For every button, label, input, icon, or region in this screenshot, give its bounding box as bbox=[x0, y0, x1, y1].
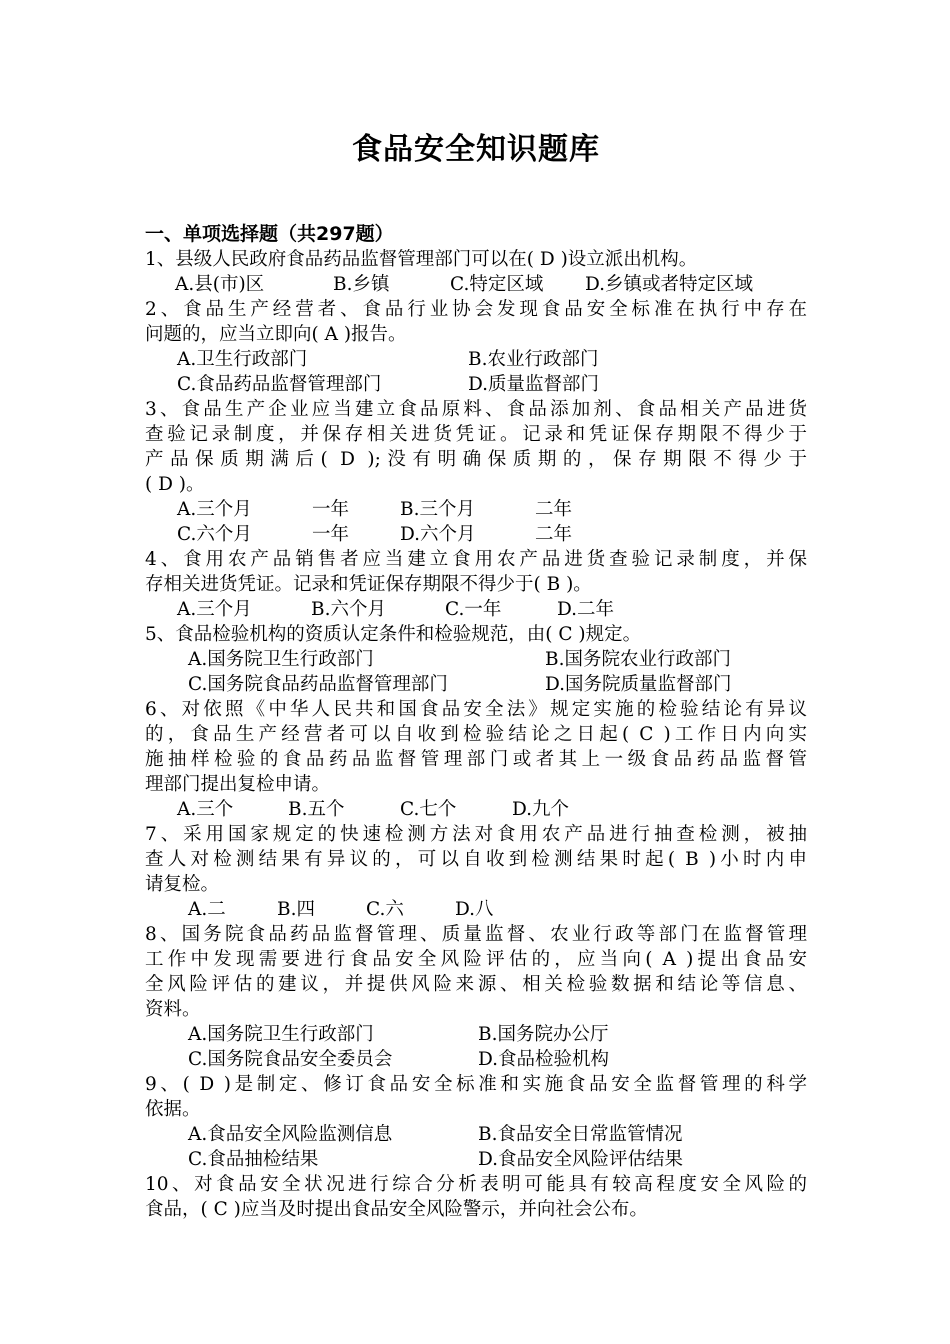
option-c: C.食品抽检结果 bbox=[188, 1149, 319, 1170]
option-c: C.特定区域 bbox=[450, 274, 544, 295]
options-row bbox=[145, 1022, 807, 1047]
option-a: A.县(市)区 bbox=[175, 274, 265, 295]
question-text-line: 2、食品生产经营者、食品行业协会发现食品安全标准在执行中存在 bbox=[145, 299, 807, 320]
options-row bbox=[145, 1122, 807, 1147]
question-3 bbox=[145, 397, 807, 547]
question-text-line: ( D )。 bbox=[145, 474, 205, 495]
option-c: C.六 bbox=[366, 899, 404, 920]
options-row bbox=[145, 522, 807, 547]
question-1 bbox=[145, 247, 807, 297]
question-text-line: 4、食用农产品销售者应当建立食用农产品进货查验记录制度，并保 bbox=[145, 549, 807, 570]
option-c: C.六个月 bbox=[177, 524, 252, 545]
option-b: B.五个 bbox=[288, 799, 345, 820]
option-b: B.农业行政部门 bbox=[468, 349, 599, 370]
options-row bbox=[145, 597, 807, 622]
option-a: A.卫生行政部门 bbox=[177, 349, 308, 370]
option-c-period: 一年 bbox=[312, 524, 350, 545]
section-heading: 一、单项选择题（共297题） bbox=[145, 223, 394, 245]
option-d-period: 二年 bbox=[535, 524, 573, 545]
option-d: D.六个月 bbox=[400, 524, 476, 545]
question-text-line: 全风险评估的建议，并提供风险来源、相关检验数据和结论等信息、 bbox=[145, 974, 807, 995]
page-title: 食品安全知识题库 bbox=[352, 132, 600, 167]
question-text-line: 食品，( C )应当及时提出食品安全风险警示，并向社会公布。 bbox=[145, 1199, 648, 1220]
question-text-line: 问题的，应当立即向( A )报告。 bbox=[145, 324, 407, 345]
question-2 bbox=[145, 297, 807, 397]
question-text-line: 10、对食品安全状况进行综合分析表明可能具有较高程度安全风险的 bbox=[145, 1174, 807, 1195]
options-row bbox=[145, 272, 807, 297]
options-row bbox=[145, 672, 807, 697]
question-text-line: 请复检。 bbox=[145, 874, 220, 895]
options-row bbox=[145, 1147, 807, 1172]
question-text-line: 查人对检测结果有异议的，可以自收到检测结果时起( B )小时内申 bbox=[145, 849, 807, 870]
options-row bbox=[145, 1047, 807, 1072]
options-row bbox=[145, 372, 807, 397]
option-b: B.三个月 bbox=[400, 499, 475, 520]
question-text-line: 8、国务院食品药品监督管理、质量监督、农业行政等部门在监督管理 bbox=[145, 924, 807, 945]
question-text-line: 产品保质期满后( D );没有明确保质期的，保存期限不得少于 bbox=[145, 449, 807, 470]
option-a: A.三个月 bbox=[177, 599, 252, 620]
option-b: B.国务院办公厅 bbox=[478, 1024, 609, 1045]
option-b: B.乡镇 bbox=[333, 274, 390, 295]
option-c: C.七个 bbox=[400, 799, 457, 820]
question-text-line: 理部门提出复检申请。 bbox=[145, 774, 331, 795]
question-text-line: 存相关进货凭证。记录和凭证保存期限不得少于( B )。 bbox=[145, 574, 592, 595]
options-row bbox=[145, 797, 807, 822]
question-8 bbox=[145, 922, 807, 1072]
options-row bbox=[145, 497, 807, 522]
options-row bbox=[145, 347, 807, 372]
question-7 bbox=[145, 822, 807, 922]
option-c: C.一年 bbox=[445, 599, 502, 620]
option-b: B.六个月 bbox=[311, 599, 386, 620]
option-a: A.三个月 bbox=[177, 499, 252, 520]
question-text-line: 1、县级人民政府食品药品监督管理部门可以在( D )设立派出机构。 bbox=[145, 249, 698, 270]
option-a: A.食品安全风险监测信息 bbox=[188, 1124, 393, 1145]
option-d: D.食品检验机构 bbox=[478, 1049, 610, 1070]
option-d: D.国务院质量监督部门 bbox=[545, 674, 732, 695]
question-text-line: 5、食品检验机构的资质认定条件和检验规范，由( C )规定。 bbox=[145, 624, 642, 645]
option-b: B.食品安全日常监管情况 bbox=[478, 1124, 683, 1145]
option-c: C.食品药品监督管理部门 bbox=[177, 374, 382, 395]
option-d: D.九个 bbox=[512, 799, 570, 820]
option-d: D.乡镇或者特定区域 bbox=[585, 274, 754, 295]
option-a: A.三个 bbox=[177, 799, 234, 820]
question-4 bbox=[145, 547, 807, 622]
option-b-period: 二年 bbox=[535, 499, 573, 520]
option-b: B.四 bbox=[277, 899, 315, 920]
option-d: D.二年 bbox=[557, 599, 615, 620]
question-text-line: 工作中发现需要进行食品安全风险评估的，应当向( A )提出食品安 bbox=[145, 949, 807, 970]
question-text-line: 7、采用国家规定的快速检测方法对食用农产品进行抽查检测，被抽 bbox=[145, 824, 807, 845]
option-b: B.国务院农业行政部门 bbox=[545, 649, 731, 670]
question-text-line: 资料。 bbox=[145, 999, 201, 1020]
question-text-line: 3、食品生产企业应当建立食品原料、食品添加剂、食品相关产品进货 bbox=[145, 399, 807, 420]
option-a: A.国务院卫生行政部门 bbox=[188, 1024, 374, 1045]
question-text-line: 施抽样检验的食品药品监督管理部门或者其上一级食品药品监督管 bbox=[145, 749, 807, 770]
option-c: C.国务院食品药品监督管理部门 bbox=[188, 674, 448, 695]
option-a: A.国务院卫生行政部门 bbox=[188, 649, 374, 670]
option-d: D.食品安全风险评估结果 bbox=[478, 1149, 684, 1170]
option-a-period: 一年 bbox=[312, 499, 350, 520]
option-a: A.二 bbox=[188, 899, 226, 920]
question-text-line: 依据。 bbox=[145, 1099, 201, 1120]
question-9 bbox=[145, 1072, 807, 1172]
question-text-line: 9、( D )是制定、修订食品安全标准和实施食品安全监督管理的科学 bbox=[145, 1074, 807, 1095]
options-row bbox=[145, 897, 807, 922]
option-d: D.质量监督部门 bbox=[468, 374, 600, 395]
option-c: C.国务院食品安全委员会 bbox=[188, 1049, 393, 1070]
question-text-line: 6、对依照《中华人民共和国食品安全法》规定实施的检验结论有异议 bbox=[145, 699, 807, 720]
question-text-line: 查验记录制度，并保存相关进货凭证。记录和凭证保存期限不得少于 bbox=[145, 424, 807, 445]
question-text-line: 的，食品生产经营者可以自收到检验结论之日起( C )工作日内向实 bbox=[145, 724, 807, 745]
question-list bbox=[145, 222, 807, 1222]
option-d: D.八 bbox=[455, 899, 494, 920]
question-6 bbox=[145, 697, 807, 822]
question-10 bbox=[145, 1172, 807, 1222]
question-5 bbox=[145, 622, 807, 697]
options-row bbox=[145, 647, 807, 672]
